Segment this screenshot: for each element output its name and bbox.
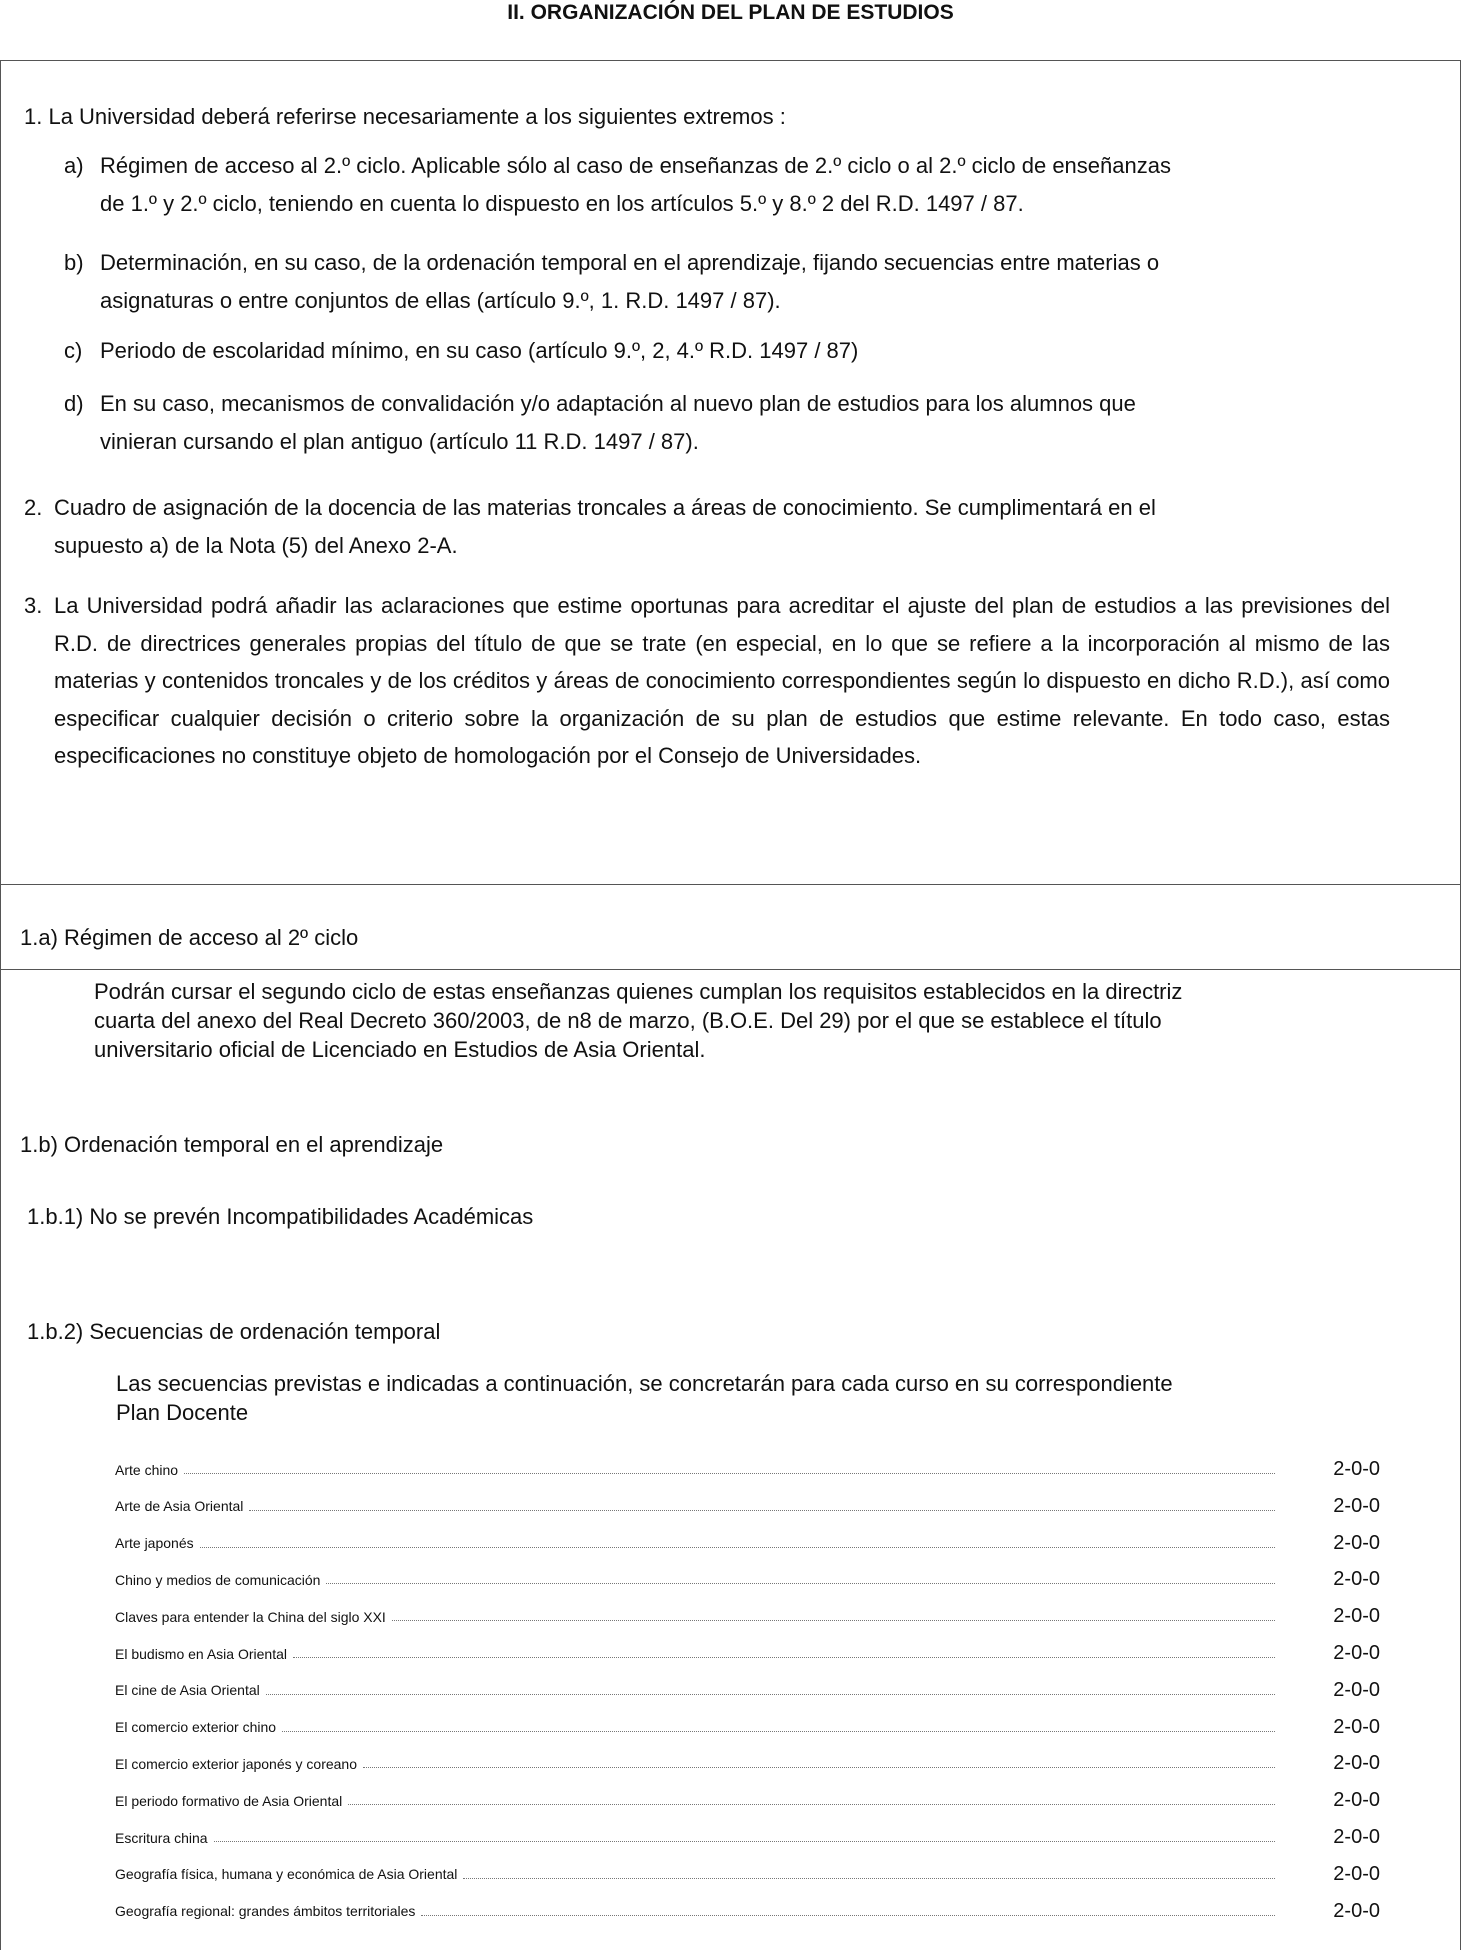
item-b-line2: asignaturas o entre conjuntos de ellas (artículo 9.º, 1. R.D. 1497 / 87). bbox=[100, 288, 781, 313]
sequence-name: El cine de Asia Oriental bbox=[115, 1682, 260, 1699]
sequence-code: 2-0-0 bbox=[1333, 1458, 1380, 1480]
item-3-number: 3. bbox=[24, 593, 43, 618]
sequence-name: Escritura china bbox=[115, 1829, 208, 1846]
sequence-name: Arte chino bbox=[115, 1461, 179, 1478]
sequence-code: 2-0-0 bbox=[1333, 1752, 1380, 1775]
sequences-intro-line1: Las secuencias previstas e indicadas a continuación, se concretarán para cada curso en su correspondiente bbox=[116, 1371, 1173, 1396]
item-d-label: d) bbox=[64, 391, 84, 416]
sequence-row bbox=[115, 1782, 1380, 1819]
sequence-name: Claves para entender la China del siglo XXI bbox=[115, 1608, 386, 1625]
sequence-name: El budismo en Asia Oriental bbox=[115, 1645, 287, 1662]
dot-leader bbox=[214, 1841, 1275, 1842]
page-title: II. ORGANIZACIÓN DEL PLAN DE ESTUDIOS bbox=[507, 1, 954, 24]
sequence-code: 2-0-0 bbox=[1333, 1715, 1380, 1738]
item-d-line2: vinieran cursando el plan antiguo (artículo 11 R.D. 1497 / 87). bbox=[100, 429, 699, 454]
sequence-row bbox=[115, 1561, 1380, 1598]
dot-leader bbox=[348, 1804, 1275, 1805]
item-2-line2: supuesto a) de la Nota (5) del Anexo 2-A. bbox=[54, 533, 458, 558]
item-a-line2: de 1.º y 2.º ciclo, teniendo en cuenta lo dispuesto en los artículos 5.º y 8.º 2 del R.D. 1497 / 87. bbox=[100, 191, 1024, 216]
sequence-row bbox=[115, 1709, 1380, 1746]
sequence-code: 2-0-0 bbox=[1333, 1826, 1380, 1848]
sequence-name: Geografía física, humana y económica de Asia Oriental bbox=[115, 1866, 458, 1883]
sequence-code: 2-0-0 bbox=[1333, 1862, 1380, 1885]
section-1a-body-line1: Podrán cursar el segundo ciclo de estas enseñanzas quienes cumplan los requisitos establecidos en la directriz bbox=[94, 979, 1183, 1004]
sequence-row bbox=[115, 1525, 1380, 1562]
dot-leader bbox=[326, 1583, 1275, 1584]
item-b-line1: Determinación, en su caso, de la ordenación temporal en el aprendizaje, fijando secuencias entre materias o bbox=[100, 250, 1160, 275]
sequence-row bbox=[115, 1745, 1380, 1782]
sequence-code: 2-0-0 bbox=[1333, 1642, 1380, 1664]
item-2-number: 2. bbox=[24, 495, 43, 520]
sequence-row bbox=[115, 1598, 1380, 1635]
section-1b2-heading: 1.b.2) Secuencias de ordenación temporal bbox=[27, 1319, 441, 1344]
dot-leader bbox=[293, 1657, 1275, 1658]
dot-leader bbox=[249, 1510, 1275, 1511]
sequence-row bbox=[115, 1893, 1380, 1930]
item-c-line1: Periodo de escolaridad mínimo, en su caso (artículo 9.º, 2, 4.º R.D. 1497 / 87) bbox=[100, 338, 859, 363]
sequence-name: Arte japonés bbox=[115, 1535, 194, 1552]
sequence-row bbox=[115, 1635, 1380, 1672]
dot-leader bbox=[266, 1694, 1275, 1695]
item-d-line1: En su caso, mecanismos de convalidación y/o adaptación al nuevo plan de estudios para los alumnos que bbox=[100, 391, 1136, 416]
sequence-name: El comercio exterior chino bbox=[115, 1719, 277, 1736]
sequence-row bbox=[115, 1819, 1380, 1856]
sequence-code: 2-0-0 bbox=[1333, 1789, 1380, 1812]
dot-leader bbox=[392, 1620, 1275, 1621]
sequence-code: 2-0-0 bbox=[1333, 1494, 1380, 1517]
item-c-label: c) bbox=[64, 338, 83, 363]
sequence-row bbox=[115, 1488, 1380, 1525]
item-b-label: b) bbox=[64, 250, 84, 275]
sequence-name: El periodo formativo de Asia Oriental bbox=[115, 1792, 343, 1809]
section-1a-body-line3: universitario oficial de Licenciado en Estudios de Asia Oriental. bbox=[94, 1037, 706, 1062]
sequence-row bbox=[115, 1451, 1380, 1488]
sequence-name: Arte de Asia Oriental bbox=[115, 1498, 244, 1515]
item-a-line1: Régimen de acceso al 2.º ciclo. Aplicable sólo al caso de enseñanzas de 2.º ciclo o al 2.º ciclo de enseñanzas bbox=[100, 153, 1171, 178]
sequence-code: 2-0-0 bbox=[1333, 1605, 1380, 1628]
sequence-name: Geografía regional: grandes ámbitos territoriales bbox=[115, 1903, 416, 1920]
section-1a-heading: 1.a) Régimen de acceso al 2º ciclo bbox=[20, 925, 359, 950]
dot-leader bbox=[184, 1473, 1275, 1474]
sequence-name: El comercio exterior japonés y coreano bbox=[115, 1755, 358, 1772]
dot-leader bbox=[200, 1547, 1275, 1548]
sequence-code: 2-0-0 bbox=[1333, 1568, 1380, 1591]
section-1a-body-line2: cuarta del anexo del Real Decreto 360/2003, de n8 de marzo, (B.O.E. Del 29) por el que se establece el título bbox=[94, 1008, 1162, 1033]
item-2-line1: Cuadro de asignación de la docencia de las materias troncales a áreas de conocimiento. Se cumplimentará en el bbox=[54, 495, 1156, 520]
item-3-text: La Universidad podrá añadir las aclaraciones que estime oportunas para acreditar el ajuste del plan de estudios a las previsiones del R.D. de directrices generales propias del título de que se trate (en especial, en lo que se refiere a la incorporación al mismo de las materias y contenidos troncales y de los créditos y áreas de conocimiento correspondientes según lo dispuesto en dicho R.D.), así como especificar cualquier decisión o criterio sobre la organización de su plan de estudios que estime relevante. En todo caso, estas especificaciones no constituye objeto de homologación por el Consejo de Universidades. bbox=[54, 593, 1390, 768]
sequence-row bbox=[115, 1856, 1380, 1893]
sequence-code: 2-0-0 bbox=[1333, 1678, 1380, 1701]
sequences-intro-line2: Plan Docente bbox=[116, 1400, 249, 1425]
item-1: 1. La Universidad deberá referirse necesariamente a los siguientes extremos : bbox=[24, 104, 786, 129]
dot-leader bbox=[282, 1731, 1275, 1732]
section-1b-heading: 1.b) Ordenación temporal en el aprendizaje bbox=[20, 1132, 444, 1157]
sequence-row bbox=[115, 1672, 1380, 1709]
sequence-code: 2-0-0 bbox=[1333, 1531, 1380, 1554]
sequence-code: 2-0-0 bbox=[1333, 1899, 1380, 1922]
dot-leader bbox=[463, 1878, 1275, 1879]
dot-leader bbox=[363, 1767, 1275, 1768]
sequence-name: Chino y medios de comunicación bbox=[115, 1571, 321, 1588]
item-a-label: a) bbox=[64, 153, 84, 178]
section-1b1-heading: 1.b.1) No se prevén Incompatibilidades Académicas bbox=[27, 1204, 534, 1229]
dot-leader bbox=[421, 1915, 1275, 1916]
